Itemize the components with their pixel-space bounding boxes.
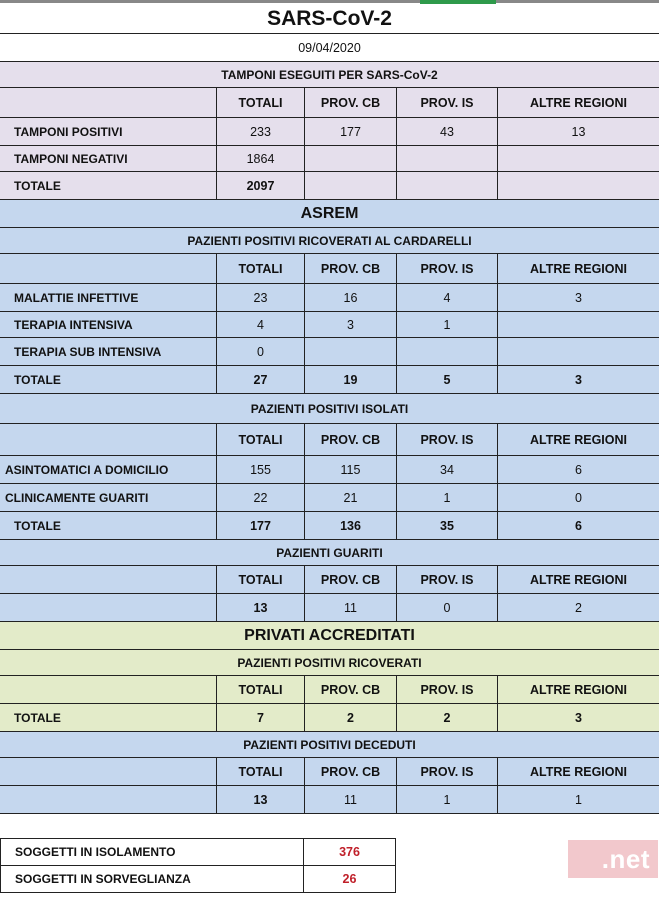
- header-prov-is: PROV. IS: [396, 676, 497, 703]
- header-altre-regioni: ALTRE REGIONI: [497, 254, 659, 283]
- value-prov-is: [396, 146, 497, 171]
- value-totali: 155: [216, 456, 304, 483]
- privati-ricoverati-title: PAZIENTI POSITIVI RICOVERATI: [237, 655, 422, 670]
- value-prov-cb: 136: [304, 512, 396, 539]
- row-label: ASINTOMATICI A DOMICILIO: [5, 462, 169, 477]
- value-totali: 233: [216, 118, 304, 145]
- table-row-total: [0, 172, 659, 200]
- row-label: TOTALE: [14, 372, 61, 387]
- header-prov-is: PROV. IS: [396, 88, 497, 117]
- row-label: TOTALE: [14, 518, 61, 533]
- value-prov-cb: [304, 338, 396, 365]
- table-header-row: [0, 566, 659, 594]
- summary-row: [0, 865, 396, 893]
- header-totali: TOTALI: [216, 254, 304, 283]
- value-prov-is: 2: [396, 704, 497, 731]
- value-totali: 22: [216, 484, 304, 511]
- table-row: [0, 284, 659, 312]
- header-prov-cb: PROV. CB: [304, 676, 396, 703]
- value-totali: 2097: [216, 172, 304, 199]
- header-prov-is: PROV. IS: [396, 424, 497, 455]
- tamponi-title-row: [0, 62, 659, 88]
- table-header-row: [0, 424, 659, 456]
- ricoverati-title: PAZIENTI POSITIVI RICOVERATI AL CARDARELLI: [187, 233, 472, 248]
- value-totali: 0: [216, 338, 304, 365]
- privati-title: PRIVATI ACCREDITATI: [244, 626, 415, 644]
- value-altre-regioni: [497, 338, 659, 365]
- value-prov-is: 5: [396, 366, 497, 393]
- table-row-total: [0, 512, 659, 540]
- value-prov-cb: 3: [304, 312, 396, 337]
- guariti-title-row: [0, 540, 659, 566]
- header-totali: TOTALI: [216, 88, 304, 117]
- summary-value: 26: [303, 866, 395, 892]
- value-prov-is: 35: [396, 512, 497, 539]
- value-prov-cb: 115: [304, 456, 396, 483]
- header-prov-is: PROV. IS: [396, 566, 497, 593]
- table-row: [0, 594, 659, 622]
- header-prov-cb: PROV. CB: [304, 254, 396, 283]
- summary-row: [0, 838, 396, 866]
- value-prov-is: 1: [396, 786, 497, 813]
- value-altre-regioni: 13: [497, 118, 659, 145]
- table-row: [0, 484, 659, 512]
- value-prov-is: 1: [396, 484, 497, 511]
- header-totali: TOTALI: [216, 676, 304, 703]
- value-prov-cb: 11: [304, 786, 396, 813]
- header-totali: TOTALI: [216, 758, 304, 785]
- row-label: MALATTIE INFETTIVE: [14, 290, 139, 305]
- row-label: TAMPONI NEGATIVI: [14, 151, 128, 166]
- table-header-row: [0, 758, 659, 786]
- value-prov-cb: 11: [304, 594, 396, 621]
- header-prov-cb: PROV. CB: [304, 566, 396, 593]
- table-row-total: [0, 366, 659, 394]
- isolati-title: PAZIENTI POSITIVI ISOLATI: [250, 401, 409, 416]
- value-altre-regioni: 2: [497, 594, 659, 621]
- table-row-total: [0, 704, 659, 732]
- summary-table: [0, 838, 396, 894]
- row-label: TAMPONI POSITIVI: [14, 124, 123, 139]
- header-prov-is: PROV. IS: [396, 758, 497, 785]
- header-prov-cb: PROV. CB: [304, 88, 396, 117]
- value-altre-regioni: 3: [497, 704, 659, 731]
- deceduti-title: PAZIENTI POSITIVI DECEDUTI: [243, 737, 416, 752]
- header-prov-cb: PROV. CB: [304, 758, 396, 785]
- header-prov-cb: PROV. CB: [304, 424, 396, 455]
- value-totali: 177: [216, 512, 304, 539]
- value-totali: 23: [216, 284, 304, 311]
- row-label: TERAPIA INTENSIVA: [14, 317, 133, 332]
- value-altre-regioni: 3: [497, 284, 659, 311]
- value-altre-regioni: 0: [497, 484, 659, 511]
- value-prov-is: [396, 172, 497, 199]
- table-header-row: [0, 254, 659, 284]
- watermark-logo: [568, 840, 658, 878]
- guariti-title: PAZIENTI GUARITI: [276, 545, 383, 560]
- value-totali: 13: [216, 594, 304, 621]
- asrem-title-row: [0, 200, 659, 228]
- value-prov-cb: 16: [304, 284, 396, 311]
- table-row: [0, 312, 659, 338]
- value-altre-regioni: 6: [497, 456, 659, 483]
- ricoverati-title-row: [0, 228, 659, 254]
- date-row: [0, 34, 659, 62]
- value-altre-regioni: [497, 312, 659, 337]
- value-prov-is: 4: [396, 284, 497, 311]
- value-altre-regioni: 3: [497, 366, 659, 393]
- summary-label: SOGGETTI IN ISOLAMENTO: [15, 845, 176, 859]
- value-altre-regioni: 1: [497, 786, 659, 813]
- value-prov-cb: 21: [304, 484, 396, 511]
- header-totali: TOTALI: [216, 566, 304, 593]
- title-row: [0, 4, 659, 34]
- report-date: 09/04/2020: [298, 40, 361, 55]
- row-label: CLINICAMENTE GUARITI: [5, 490, 149, 505]
- summary-value: 376: [303, 839, 395, 865]
- asrem-title: ASREM: [300, 204, 359, 222]
- header-altre-regioni: ALTRE REGIONI: [497, 758, 659, 785]
- row-label: TOTALE: [14, 178, 61, 193]
- table-row: [0, 146, 659, 172]
- header-altre-regioni: ALTRE REGIONI: [497, 566, 659, 593]
- watermark-text: .net: [601, 843, 650, 874]
- value-prov-cb: [304, 146, 396, 171]
- value-prov-is: 43: [396, 118, 497, 145]
- value-totali: 13: [216, 786, 304, 813]
- value-altre-regioni: [497, 146, 659, 171]
- header-altre-regioni: ALTRE REGIONI: [497, 424, 659, 455]
- value-prov-cb: [304, 172, 396, 199]
- page-title: SARS-CoV-2: [267, 6, 392, 30]
- value-prov-cb: 19: [304, 366, 396, 393]
- summary-label: SOGGETTI IN SORVEGLIANZA: [15, 872, 191, 886]
- header-altre-regioni: ALTRE REGIONI: [497, 88, 659, 117]
- value-prov-is: 0: [396, 594, 497, 621]
- privati-title-row: [0, 622, 659, 650]
- value-prov-cb: 177: [304, 118, 396, 145]
- table-header-row: [0, 676, 659, 704]
- header-prov-is: PROV. IS: [396, 254, 497, 283]
- value-totali: 1864: [216, 146, 304, 171]
- value-altre-regioni: [497, 172, 659, 199]
- row-label: TOTALE: [14, 710, 61, 725]
- value-prov-is: 34: [396, 456, 497, 483]
- table-row: [0, 118, 659, 146]
- value-prov-is: 1: [396, 312, 497, 337]
- table-header-row: [0, 88, 659, 118]
- header-altre-regioni: ALTRE REGIONI: [497, 676, 659, 703]
- value-altre-regioni: 6: [497, 512, 659, 539]
- value-totali: 4: [216, 312, 304, 337]
- tamponi-title: TAMPONI ESEGUITI PER SARS-CoV-2: [221, 67, 438, 82]
- privati-ricoverati-title-row: [0, 650, 659, 676]
- value-totali: 7: [216, 704, 304, 731]
- header-totali: TOTALI: [216, 424, 304, 455]
- deceduti-title-row: [0, 732, 659, 758]
- table-row: [0, 338, 659, 366]
- row-label: TERAPIA SUB INTENSIVA: [14, 344, 162, 359]
- table-row: [0, 786, 659, 814]
- value-totali: 27: [216, 366, 304, 393]
- isolati-title-row: [0, 394, 659, 424]
- table-row: [0, 456, 659, 484]
- value-prov-cb: 2: [304, 704, 396, 731]
- value-prov-is: [396, 338, 497, 365]
